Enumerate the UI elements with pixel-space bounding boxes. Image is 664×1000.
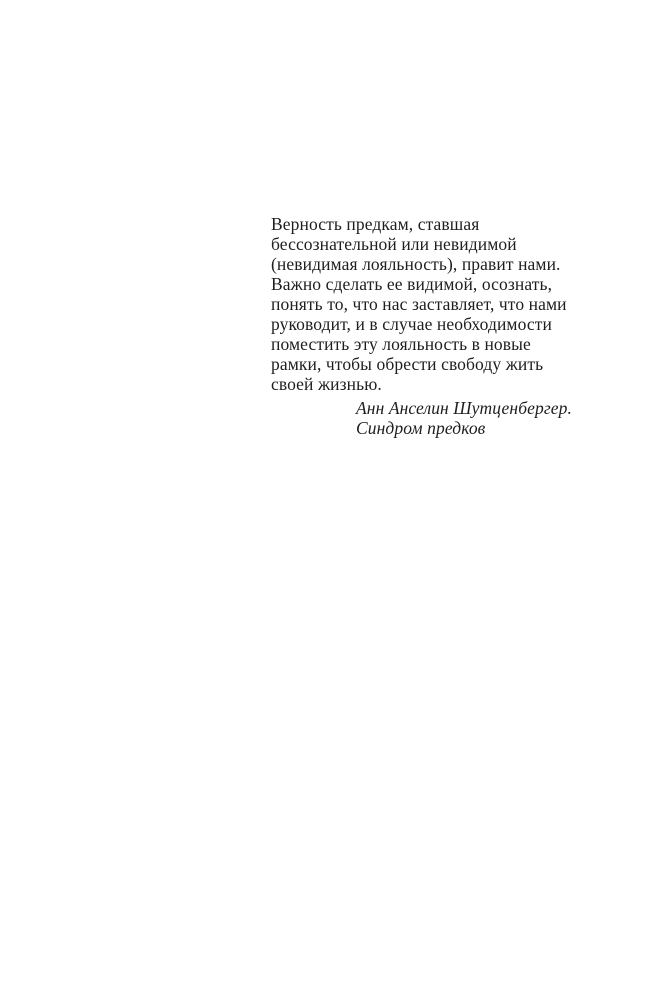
quote-line: понять то, что нас заставляет, что нами: [271, 294, 567, 314]
quote-line: бессознательной или невидимой: [271, 234, 517, 254]
epigraph-quote: [271, 214, 572, 394]
quote-line: руководит, и в случае необходимости: [271, 314, 552, 334]
quote-line: (невидимая лояльность), правит нами.: [271, 254, 561, 274]
attribution-author-line: Анн Анселин Шутценбергер.: [356, 398, 572, 418]
quote-line: рамки, чтобы обрести свободу жить: [271, 354, 544, 374]
quote-line: своей жизнью.: [271, 374, 382, 394]
epigraph-attribution: [356, 398, 572, 438]
epigraph-block: [271, 214, 572, 438]
attribution-work-title-line: Синдром предков: [356, 418, 486, 438]
quote-line: Важно сделать ее видимой, осознать,: [271, 274, 553, 294]
quote-line: Верность предкам, ставшая: [271, 214, 480, 234]
quote-line: поместить эту лояльность в новые: [271, 334, 531, 354]
